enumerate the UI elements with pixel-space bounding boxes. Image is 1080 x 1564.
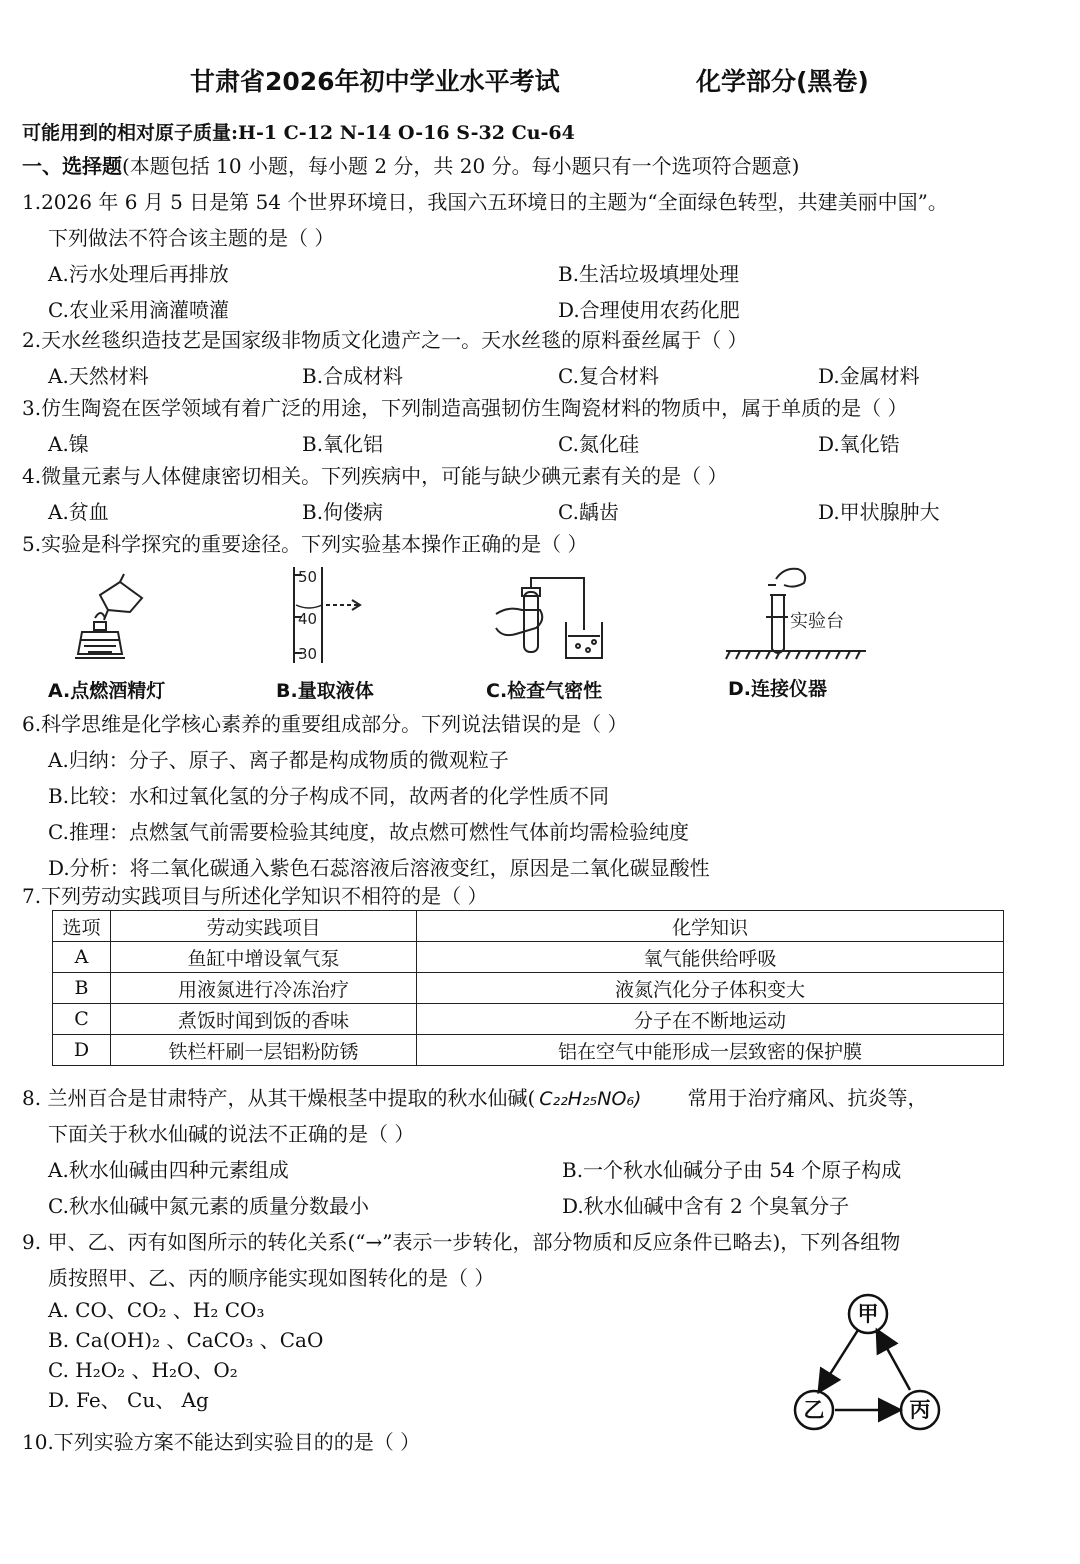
table-cell: 液氮汽化分子体积变大 — [417, 973, 1004, 1004]
table-header: 劳动实践项目 — [111, 911, 417, 942]
arrow-bing-to-jia — [878, 1332, 910, 1390]
q6-option-b[interactable]: B.比较：水和过氧化氢的分子构成不同，故两者的化学性质不同 — [48, 784, 610, 808]
q9-stem-line1: 9. 甲、乙、丙有如图所示的转化关系(“→”表示一步转化，部分物质和反应条件已略去)，下列各组物 — [22, 1230, 901, 1254]
airtightness-test-illustration — [494, 570, 614, 666]
table-cell: 鱼缸中增设氧气泵 — [111, 942, 417, 973]
q6-stem: 6.科学思维是化学核心素养的重要组成部分。下列说法错误的是（ ） — [22, 712, 628, 736]
exam-subtitle: 化学部分(黑卷) — [696, 67, 869, 96]
q6-option-c[interactable]: C.推理：点燃氢气前需要检验其纯度，故点燃可燃性气体前均需检验纯度 — [48, 820, 689, 844]
q9-option-d[interactable]: D. Fe、 Cu、 Ag — [48, 1388, 209, 1412]
table-cell: 用液氮进行冷冻治疗 — [111, 973, 417, 1004]
q4-option-b[interactable]: B.佝偻病 — [302, 500, 384, 524]
q2-option-b[interactable]: B.合成材料 — [302, 364, 404, 388]
colchicine-formula: C₂₂H₂₅NO₆) — [539, 1088, 642, 1110]
table-cell: D — [53, 1035, 111, 1066]
q1-option-c[interactable]: C.农业采用滴灌喷灌 — [48, 298, 229, 322]
q7-table — [52, 910, 1004, 1066]
q7-stem: 7.下列劳动实践项目与所述化学知识不相符的是（ ） — [22, 884, 488, 908]
table-cell: 氧气能供给呼吸 — [417, 942, 1004, 973]
q8-stem-line2: 下面关于秋水仙碱的说法不正确的是（ ） — [48, 1122, 415, 1146]
q4-stem: 4.微量元素与人体健康密切相关。下列疾病中，可能与缺少碘元素有关的是（ ） — [22, 464, 728, 488]
q8-stem-line1 — [22, 1086, 927, 1111]
cylinder-tick-50: 50 — [298, 568, 318, 586]
q8-option-b[interactable]: B.一个秋水仙碱分子由 54 个原子构成 — [562, 1158, 902, 1182]
table-row — [53, 1035, 1004, 1066]
table-row — [53, 942, 1004, 973]
q1-option-a[interactable]: A.污水处理后再排放 — [48, 262, 229, 286]
q10-stem: 10.下列实验方案不能达到实验目的的是（ ） — [22, 1430, 421, 1454]
q2-option-c[interactable]: C.复合材料 — [558, 364, 659, 388]
bench-label: 实验台 — [790, 611, 844, 632]
q4-option-d[interactable]: D.甲状腺肿大 — [818, 500, 940, 524]
q9-stem-line2: 质按照甲、乙、丙的顺序能实现如图转化的是（ ） — [48, 1266, 495, 1290]
q5-option-d[interactable]: D.连接仪器 — [728, 678, 827, 700]
q5-stem: 5.实验是科学探究的重要途径。下列实验基本操作正确的是（ ） — [22, 532, 588, 556]
table-cell: 铝在空气中能形成一层致密的保护膜 — [417, 1035, 1004, 1066]
q2-stem: 2.天水丝毯织造技艺是国家级非物质文化遗产之一。天水丝毯的原料蚕丝属于（ ） — [22, 328, 748, 352]
arrow-jia-to-yi — [820, 1330, 858, 1390]
table-cell: 铁栏杆刷一层铝粉防锈 — [111, 1035, 417, 1066]
connect-instruments-illustration — [726, 565, 866, 665]
table-cell: 分子在不断地运动 — [417, 1004, 1004, 1035]
alcohol-lamp-illustration — [60, 570, 170, 670]
table-row — [53, 973, 1004, 1004]
q5-option-a[interactable]: A.点燃酒精灯 — [48, 680, 166, 702]
q2-option-a[interactable]: A.天然材料 — [48, 364, 149, 388]
table-cell: A — [53, 942, 111, 973]
q3-stem: 3.仿生陶瓷在医学领域有着广泛的用途，下列制造高强韧仿生陶瓷材料的物质中，属于单质的是（ ） — [22, 396, 908, 420]
table-header: 化学知识 — [417, 911, 1004, 942]
q5-option-b[interactable]: B.量取液体 — [276, 680, 374, 702]
q8-stem-start: 8. 兰州百合是甘肃特产，从其干燥根茎中提取的秋水仙碱( — [22, 1086, 536, 1110]
table-cell: B — [53, 973, 111, 1004]
q8-option-a[interactable]: A.秋水仙碱由四种元素组成 — [48, 1158, 289, 1182]
table-header-row — [53, 911, 1004, 942]
q8-option-c[interactable]: C.秋水仙碱中氮元素的质量分数最小 — [48, 1194, 369, 1218]
q3-option-d[interactable]: D.氧化锆 — [818, 432, 900, 456]
table-row — [53, 1004, 1004, 1035]
cylinder-tick-40: 40 — [298, 610, 318, 628]
q1-stem-line1: 1.2026 年 6 月 5 日是第 54 个世界环境日，我国六五环境日的主题为“全面绿色转型，共建美丽中国”。 — [22, 190, 948, 214]
q3-option-a[interactable]: A.镍 — [48, 432, 89, 456]
node-jia: 甲 — [857, 1302, 879, 1326]
table-cell: C — [53, 1004, 111, 1035]
q3-option-c[interactable]: C.氮化硅 — [558, 432, 639, 456]
q4-option-c[interactable]: C.龋齿 — [558, 500, 619, 524]
section-note: (本题包括 10 小题，每小题 2 分，共 20 分。每小题只有一个选项符合题意) — [122, 154, 800, 178]
q1-option-b[interactable]: B.生活垃圾填埋处理 — [558, 262, 740, 286]
q5-option-c[interactable]: C.检查气密性 — [486, 680, 603, 702]
table-header: 选项 — [53, 911, 111, 942]
q4-option-a[interactable]: A.贫血 — [48, 500, 109, 524]
q9-option-a[interactable]: A. CO、CO₂ 、H₂ CO₃ — [48, 1298, 265, 1322]
q8-option-d[interactable]: D.秋水仙碱中含有 2 个臭氧分子 — [562, 1194, 850, 1218]
table-cell: 煮饭时闻到饭的香味 — [111, 1004, 417, 1035]
q2-option-d[interactable]: D.金属材料 — [818, 364, 920, 388]
q9-option-b[interactable]: B. Ca(OH)₂ 、CaCO₃ 、CaO — [48, 1328, 324, 1352]
section-heading — [22, 154, 799, 178]
q8-stem-end: 常用于治疗痛风、抗炎等， — [687, 1086, 928, 1110]
q1-stem-line2: 下列做法不符合该主题的是（ ） — [48, 226, 335, 250]
q1-option-d[interactable]: D.合理使用农药化肥 — [558, 298, 740, 322]
q9-option-c[interactable]: C. H₂O₂ 、H₂O、O₂ — [48, 1358, 238, 1382]
q3-option-b[interactable]: B.氧化铝 — [302, 432, 384, 456]
exam-title: 甘肃省2026年初中学业水平考试 — [190, 67, 560, 96]
graduated-cylinder-illustration — [286, 565, 396, 665]
q6-option-d[interactable]: D.分析：将二氧化碳通入紫色石蕊溶液后溶液变红，原因是二氧化碳显酸性 — [48, 856, 710, 880]
q6-option-a[interactable]: A.归纳：分子、原子、离子都是构成物质的微观粒子 — [48, 748, 509, 772]
section-title: 一、选择题 — [22, 154, 122, 178]
conversion-diagram — [780, 1290, 960, 1440]
node-bing: 丙 — [909, 1398, 931, 1422]
node-yi: 乙 — [803, 1398, 825, 1422]
atomic-masses: 可能用到的相对原子质量:H-1 C-12 N-14 O-16 S-32 Cu-64 — [22, 122, 575, 144]
cylinder-tick-30: 30 — [298, 645, 318, 663]
